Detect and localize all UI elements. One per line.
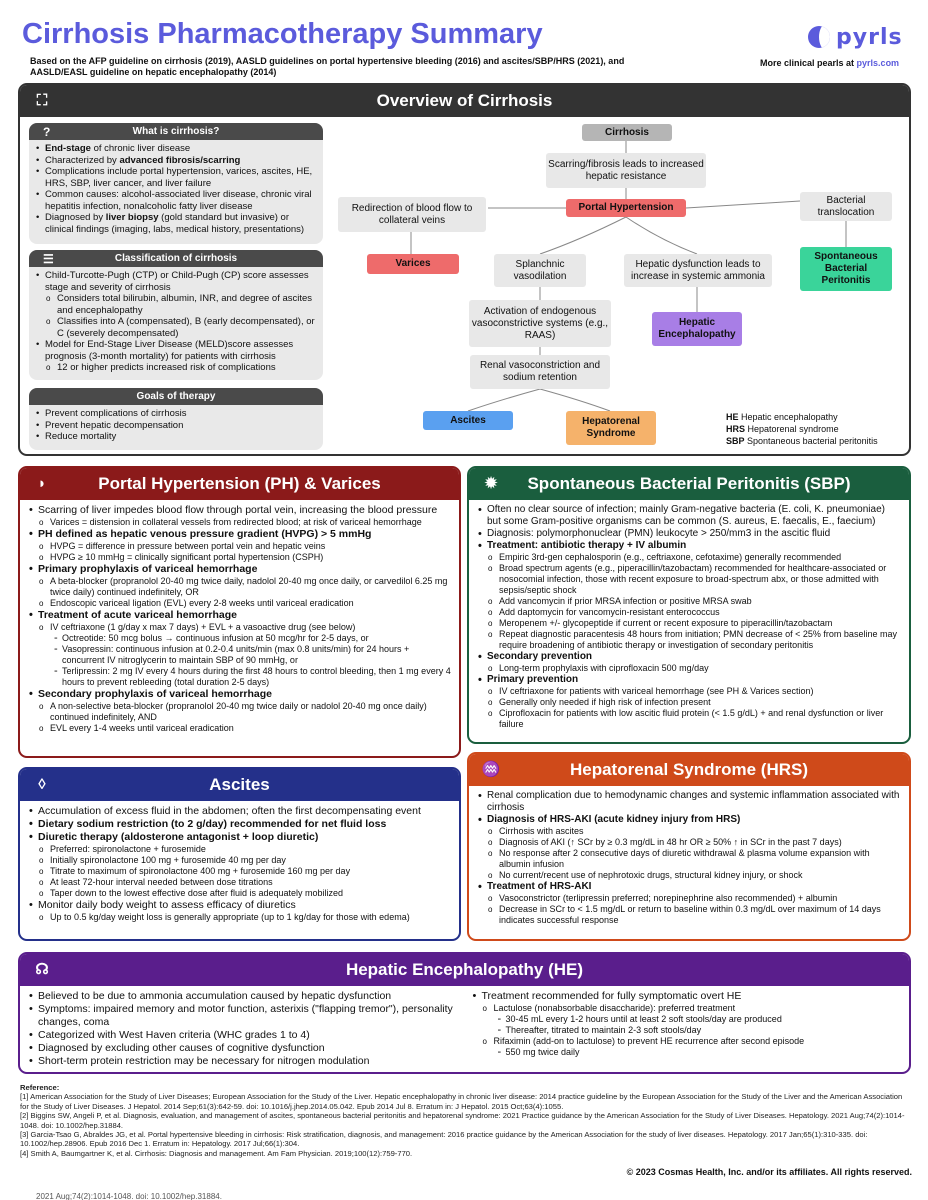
- ph-subitem: o EVL every 1-4 weeks until variceal eradication: [28, 723, 451, 734]
- references-label: Reference:: [20, 1083, 60, 1092]
- sbp-subitem: o Repeat diagnostic paracentesis 48 hours from initiation; PMN decrease of < 25% from baseline may require broadening of antibiotic therapy or investigation of secondary peritonitis: [477, 629, 901, 651]
- hrs-subitem: o No response after 2 consecutive days of diuretic withdrawal & plasma volume expansion with albumin infusion: [477, 848, 901, 870]
- ascites-title: Ascites: [209, 775, 270, 794]
- ascites-item: • Dietary sodium restriction (to 2 g/day) recommended for net fluid loss: [28, 818, 451, 831]
- reference-item: [4] Smith A, Baumgartner K, et al. Cirrhosis: Diagnosis and management. Am Fam Physician. 2019;100(12):759-770.: [20, 1148, 413, 1158]
- class-subitem: o Considers total bilirubin, albumin, INR, and degree of ascites and encephalopathy: [35, 293, 317, 316]
- what-item: • Common causes: alcohol-associated liver disease, chronic viral hepatitis infection, nonalcoholic fatty liver disease: [35, 189, 317, 212]
- sbp-panel: [467, 466, 911, 744]
- ph-subitem: o Endoscopic variceal ligation (EVL) every 2-8 weeks until variceal eradication: [28, 598, 451, 609]
- ph-panel: [18, 466, 461, 758]
- he-detail: - 550 mg twice daily: [472, 1047, 902, 1058]
- flowchart-icon: ⛶: [36, 92, 48, 109]
- ascites-subitem: o Up to 0.5 kg/day weight loss is generally appropriate (up to 1 kg/day for those with edema): [28, 912, 451, 923]
- flow-portal-hypertension: Portal Hypertension: [566, 199, 686, 217]
- ascites-header: [20, 769, 459, 801]
- bacteria-icon: ✹: [484, 475, 498, 492]
- legend-row: SBP Spontaneous bacterial peritonitis: [726, 436, 878, 446]
- ascites-panel: [18, 767, 461, 941]
- ph-header: [20, 468, 459, 500]
- he-panel: [18, 952, 911, 1074]
- ph-detail: - Terlipressin: 2 mg IV every 4 hours during the first 48 hours to control bleeding, then 1 mg every 4 hours to prevent rebleeding (total duration 2-5 days): [28, 666, 451, 688]
- legend-row: HRS Hepatorenal syndrome: [726, 424, 839, 434]
- flow-raas: Activation of endogenous vasoconstrictive systems (e.g., RAAS): [469, 300, 611, 347]
- page-title: Cirrhosis Pharmacotherapy Summary: [22, 18, 543, 50]
- hrs-item: • Diagnosis of HRS-AKI (acute kidney injury from HRS): [477, 814, 901, 826]
- sbp-subitem: o Broad spectrum agents (e.g., piperacillin/tazobactam) recommended for healthcare-associated or nosocomial infection, those with recent exposure to broad-spectrum abx, or those admitted with sepsis/septic shock: [477, 563, 901, 596]
- hrs-subitem: o Vasoconstrictor (terlipressin preferred; norepinephrine also recommended) + albumin: [477, 893, 901, 904]
- sbp-subitem: o Generally only needed if high risk of infection present: [477, 697, 901, 708]
- reference-item: [1] American Association for the Study of Liver Diseases; European Association for the Study of the Liver. Hepatic encephalopathy in chronic liver disease: 2014 practice guideline by the European Association for the Study of the Liver and the American Association for the Study of Liver Diseases. J Hepatol. 2014 Sep;61(3):642-59. doi: 10.1016/j.jhep.2014.05.042. Epub 2014 Jul 8. Erratum in: J Hepatol. 2015 Oct;63(4):1055.: [20, 1092, 903, 1111]
- droplet-icon: ◊: [38, 776, 46, 793]
- sbp-subitem: o Add daptomycin for vancomycin-resistant enterococcus: [477, 607, 901, 618]
- sbp-item: • Diagnosis: polymorphonuclear (PMN) leukocyte > 250/mm3 in the ascitic fluid: [477, 528, 901, 540]
- sbp-subitem: o Add vancomycin if prior MRSA infection or positive MRSA swab: [477, 596, 901, 607]
- flow-redirect: Redirection of blood flow to collateral veins: [338, 197, 486, 232]
- hrs-header: [469, 754, 909, 786]
- sbp-header: [469, 468, 909, 500]
- pearls-link[interactable]: pyrls.com: [856, 58, 900, 68]
- hrs-title: Hepatorenal Syndrome (HRS): [569, 760, 809, 779]
- he-detail: - Thereafter, titrated to maintain 2-3 soft stools/day: [472, 1025, 902, 1036]
- goal-item: • Reduce mortality: [35, 431, 317, 443]
- sbp-subitem: o IV ceftriaxone for patients with variceal hemorrhage (see PH & Varices section): [477, 686, 901, 697]
- flow-bacterial: Bacterial translocation: [800, 192, 892, 221]
- class-subitem: o Classifies into A (compensated), B (early decompensated), or C (severely decompensated): [35, 316, 317, 339]
- hrs-panel: [467, 752, 911, 941]
- liver-icon: ◗: [37, 475, 47, 492]
- what-item: • End-stage of chronic liver disease: [35, 143, 317, 155]
- hrs-item: • Renal complication due to hemodynamic changes and systemic inflammation associated with cirrhosis: [477, 790, 901, 814]
- he-item: • Believed to be due to ammonia accumulation caused by hepatic dysfunction: [28, 990, 458, 1003]
- class-item: • Child-Turcotte-Pugh (CTP) or Child-Pugh (CP) score assesses stage and severity of cirrhosis: [35, 270, 317, 293]
- ph-item: • PH defined as hepatic venous pressure gradient (HVPG) > 5 mmHg: [28, 528, 451, 541]
- ascites-subitem: o Initially spironolactone 100 mg + furosemide 40 mg per day: [28, 855, 451, 866]
- sbp-subitem: o Long-term prophylaxis with ciprofloxacin 500 mg/day: [477, 663, 901, 674]
- what-item: • Diagnosed by liver biopsy (gold standard but invasive) or clinical findings (imaging, labs, medical history, presentations): [35, 212, 317, 235]
- he-item: • Symptoms: impaired memory and motor function, asterixis ("flapping tremor"), personality changes, coma: [28, 1003, 458, 1029]
- ph-subitem: o HVPG = difference in pressure between portal vein and hepatic veins: [28, 541, 451, 552]
- ph-item: • Primary prophylaxis of variceal hemorrhage: [28, 563, 451, 576]
- he-item: • Short-term protein restriction may be necessary for nitrogen modulation: [28, 1055, 458, 1068]
- ascites-item: • Accumulation of excess fluid in the abdomen; often the first decompensating event: [28, 805, 451, 818]
- flow-varices: Varices: [367, 254, 459, 274]
- overview-title: Overview of Cirrhosis: [376, 91, 553, 110]
- ph-item: • Secondary prophylaxis of variceal hemorrhage: [28, 688, 451, 701]
- abbreviation-legend: [726, 411, 878, 447]
- class-item: • Model for End-Stage Liver Disease (MELD)score assesses prognosis (3-month mortality) for patients with cirrhosis: [35, 339, 317, 362]
- legend-row: HE Hepatic encephalopathy: [726, 412, 838, 422]
- ph-subitem: o IV ceftriaxone (1 g/day x max 7 days) + EVL + a vasoactive drug (see below): [28, 622, 451, 633]
- ph-detail: - Vasopressin: continuous infusion at 0.2-0.4 units/min (max 0.8 units/min) for 24 hours + concurrent IV nitroglycerin to maintain SBP of 90 mmHg, or: [28, 644, 451, 666]
- sbp-item: • Secondary prevention: [477, 651, 901, 663]
- goal-item: • Prevent complications of cirrhosis: [35, 408, 317, 420]
- ascites-subitem: o Titrate to maximum of spironolactone 400 mg + furosemide 160 mg per day: [28, 866, 451, 877]
- hrs-subitem: o Cirrhosis with ascites: [477, 826, 901, 837]
- flow-sbp: Spontaneous Bacterial Peritonitis: [800, 247, 892, 291]
- hrs-subitem: o Diagnosis of AKI (↑ SCr by ≥ 0.3 mg/dL in 48 hr OR ≥ 50% ↑ in SCr in the past 7 days): [477, 837, 901, 848]
- ph-detail: - Octreotide: 50 mcg bolus → continuous infusion at 50 mcg/hr for 2-5 days, or: [28, 633, 451, 644]
- brain-icon: ☊: [35, 961, 49, 978]
- ph-item: • Scarring of liver impedes blood flow through portal vein, increasing the blood pressure: [28, 504, 451, 517]
- what-item: • Complications include portal hypertension, varices, ascites, HE, HRS, SBP, liver cancer, and liver failure: [35, 166, 317, 189]
- what-item: • Characterized by advanced fibrosis/scarring: [35, 155, 317, 167]
- ascites-item: • Monitor daily body weight to assess efficacy of diuretics: [28, 899, 451, 912]
- page-subtitle: Based on the AFP guideline on cirrhosis (2019), AASLD guidelines on portal hypertensive bleeding (2016) and ascites/SBP/HRS (2021), and AASLD/EASL guideline on hepatic encephalopathy (2014): [30, 56, 625, 77]
- he-item: • Treatment recommended for fully symptomatic overt HE: [472, 990, 902, 1003]
- ph-subitem: o A beta-blocker (propranolol 20-40 mg twice daily, nadolol 20-40 mg once daily, or carvedilol 6.25 mg twice daily) continued indefinitely, OR: [28, 576, 451, 598]
- ph-title: Portal Hypertension (PH) & Varices: [98, 474, 381, 493]
- he-item: • Categorized with West Haven criteria (WHC grades 1 to 4): [28, 1029, 458, 1042]
- flow-hrs: Hepatorenal Syndrome: [566, 411, 656, 445]
- flow-splanchnic: Splanchnic vasodilation: [494, 254, 586, 287]
- question-icon: ?: [43, 124, 51, 139]
- classification-header: ☰ Classification of cirrhosis: [29, 250, 323, 267]
- list-icon: ☰: [43, 251, 54, 266]
- references: [20, 1083, 910, 1158]
- flow-ascites: Ascites: [423, 411, 513, 430]
- sbp-item: • Often no clear source of infection; mainly Gram-negative bacteria (E. coli, K. pneumoniae) but some Gram-positive organisms can be common (S. aureus, E. faecalis, E., faecium): [477, 504, 901, 528]
- flow-ammonia: Hepatic dysfunction leads to increase in systemic ammonia: [624, 254, 772, 287]
- sbp-subitem: o Meropenem +/- glycopeptide if current or recent exposure to piperacillin/tazobactam: [477, 618, 901, 629]
- he-header: [20, 954, 909, 986]
- he-subitem: o Rifaximin (add-on to lactulose) to prevent HE recurrence after second episode: [472, 1036, 902, 1047]
- ascites-subitem: o Taper down to the lowest effective dose after fluid is adequately mobilized: [28, 888, 451, 899]
- reference-item: [3] Garcia-Tsao G, Abraldes JG, et al. Portal hypertensive bleeding in cirrhosis: Risk stratification, diagnosis, and management: 2016 practice guidance by the American Association for the study of liver diseases. Hepatology. 2017 Jan;65(1):310-335. doi: 10.1002/hep.28906. Epub 2016 Dec 1. Erratum in: Hepatology. 2017 Jul;66(1):304.: [20, 1130, 868, 1149]
- sbp-item: • Treatment: antibiotic therapy + IV albumin: [477, 540, 901, 552]
- ascites-subitem: o At least 72-hour interval needed between dose titrations: [28, 877, 451, 888]
- sbp-title: Spontaneous Bacterial Peritonitis (SBP): [527, 474, 851, 493]
- what-header: ? What is cirrhosis?: [29, 123, 323, 140]
- reference-item: [2] Biggins SW, Angeli P, et al. Diagnosis, evaluation, and management of ascites, spontaneous bacterial peritonitis and hepatorenal syndrome: 2021 Practice guidance by the American Association for the Study of Liver Diseases. Hepatology. 2021 Aug;74(2):1014-1048. doi: 10.1002/hep.31884.: [20, 1111, 905, 1130]
- hrs-subitem: o No current/recent use of nephrotoxic drugs, structural kidney injury, or shock: [477, 870, 901, 881]
- ph-item: • Treatment of acute variceal hemorrhage: [28, 609, 451, 622]
- ph-subitem: o Varices = distension in collateral vessels from redirected blood; at risk of variceal hemorrhage: [28, 517, 451, 528]
- goal-item: • Prevent hepatic decompensation: [35, 420, 317, 432]
- sbp-subitem: o Ciprofloxacin for patients with low ascitic fluid protein (< 1.5 g/dL) + and renal dysfunction or liver failure: [477, 708, 901, 730]
- sbp-item: • Primary prevention: [477, 674, 901, 686]
- ascites-item: • Diuretic therapy (aldosterone antagonist + loop diuretic): [28, 831, 451, 844]
- ph-subitem: o HVPG ≥ 10 mmHg = clinically significant portal hypertension (CSPH): [28, 552, 451, 563]
- goals-header: Goals of therapy: [29, 388, 323, 405]
- ph-subitem: o A non-selective beta-blocker (propranolol 20-40 mg twice daily or nadolol 20-40 mg once daily) continued indefinitely, AND: [28, 701, 451, 723]
- ascites-subitem: o Preferred: spironolactone + furosemide: [28, 844, 451, 855]
- he-detail: - 30-45 mL every 1-2 hours until at least 2 soft stools/day are produced: [472, 1014, 902, 1025]
- logo-text: pyrls: [836, 24, 903, 50]
- copyright: © 2023 Cosmas Health, Inc. and/or its affiliates. All rights reserved.: [626, 1167, 912, 1177]
- flow-cirrhosis: Cirrhosis: [582, 124, 672, 141]
- hrs-subitem: o Decrease in SCr to < 1.5 mg/dL or return to baseline within 0.3 mg/dL over maximum of 14 days indicates successful response: [477, 904, 901, 926]
- flow-he: Hepatic Encephalopathy: [652, 312, 742, 346]
- he-item: • Diagnosed by excluding other causes of cognitive dysfunction: [28, 1042, 458, 1055]
- class-subitem: o 12 or higher predicts increased risk of complications: [35, 362, 317, 374]
- he-subitem: o Lactulose (nonabsorbable disaccharide): preferred treatment: [472, 1003, 902, 1014]
- sbp-subitem: o Empiric 3rd-gen cephalosporin (e.g., ceftriaxone, cefotaxime) generally recommended: [477, 552, 901, 563]
- flow-renal: Renal vasoconstriction and sodium retention: [470, 355, 610, 389]
- pearls-link-text[interactable]: More clinical pearls at pyrls.com: [760, 58, 900, 68]
- flow-scarring: Scarring/fibrosis leads to increased hepatic resistance: [546, 153, 706, 188]
- kidney-icon: ♒: [481, 761, 501, 778]
- clipped-text: 2021 Aug;74(2):1014-1048. doi: 10.1002/hep.31884.: [36, 1192, 222, 1200]
- hrs-item: • Treatment of HRS-AKI: [477, 881, 901, 893]
- he-title: Hepatic Encephalopathy (HE): [345, 960, 584, 979]
